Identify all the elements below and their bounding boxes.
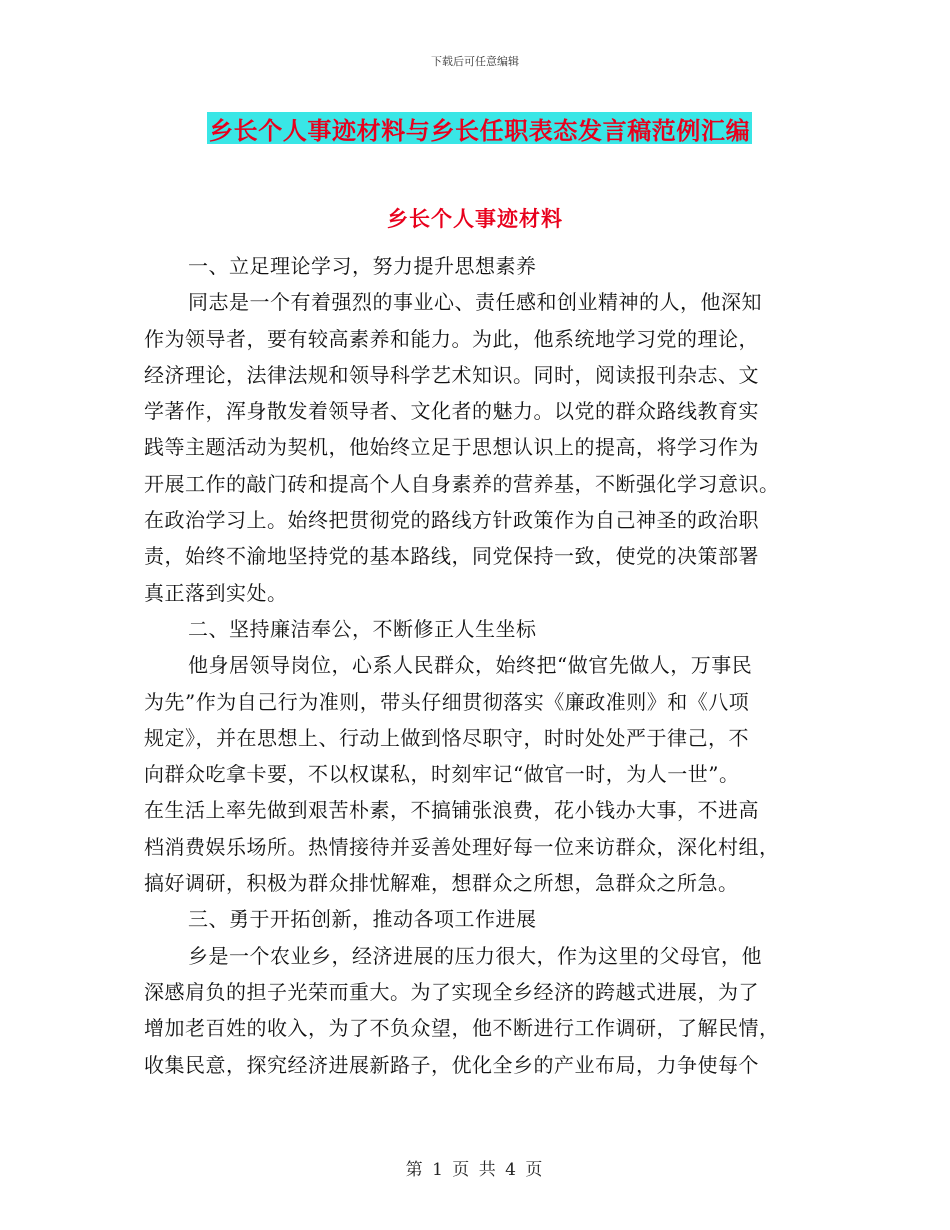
text-line: 作为领导者，要有较高素养和能力。为此，他系统地学习党的理论， [144,326,759,351]
text-line: 乡是一个农业乡，经济进展的压力很大，作为这里的父母官，他 [188,943,762,968]
text-line: 同志是一个有着强烈的事业心、责任感和创业精神的人，他深知 [188,290,762,315]
text-line: 深感肩负的担子光荣而重大。为了实现全乡经济的跨越式进展，为了 [144,979,759,1004]
text-line: 经济理论，法律法规和领导科学艺术知识。同时，阅读报刊杂志、文 [144,362,759,387]
text-line: 责，始终不渝地坚持党的基本路线，同党保持一致，使党的决策部署 [144,544,759,569]
text-line: 学著作，浑身散发着领导者、文化者的魅力。以党的群众路线教育实 [144,399,759,424]
text-line: 规定》，并在思想上、行动上做到恪尽职守，时时处处严于律己，不 [144,725,749,750]
text-line: 他身居领导岗位，心系人民群众，始终把“做官先做人，万事民 [188,653,753,678]
text-line: 搞好调研，积极为群众排忧解难，想群众之所想，急群众之所急。 [144,871,739,896]
header-note: 下载后可任意编辑 [431,55,519,68]
text-line: 开展工作的敲门砖和提高个人自身素养的营养基，不断强化学习意识。 [144,471,780,496]
main-title-highlight [207,112,752,144]
text-line: 三、勇于开拓创新，推动各项工作进展 [188,907,537,932]
text-line: 增加老百姓的收入，为了不负众望，他不断进行工作调研，了解民情， [144,1016,780,1041]
text-line: 在生活上率先做到艰苦朴素，不搞铺张浪费，花小钱办大事，不进高 [144,798,759,823]
text-line: 在政治学习上。始终把贯彻党的路线方针政策作为自己神圣的政治职 [144,508,759,533]
section-title: 乡长个人事迹材料 [387,207,563,231]
text-line: 收集民意，探究经济进展新路子，优化全乡的产业布局，力争使每个 [144,1052,759,1077]
text-line: 真正落到实处。 [144,580,288,605]
text-line: 二、坚持廉洁奉公，不断修正人生坐标 [188,616,537,641]
text-line: 为先”作为自己行为准则，带头仔细贯彻落实《廉政准则》和《八项 [144,689,750,714]
text-line: 档消费娱乐场所。热情接待并妥善处理好每一位来访群众，深化村组， [144,834,780,859]
text-line: 一、立足理论学习，努力提升思想素养 [188,254,537,278]
text-line: 向群众吃拿卡要，不以权谋私，时刻牢记“做官一时，为人一世”。 [144,762,740,787]
body-text [144,248,804,1083]
page-footer: 第 1 页 共 4 页 [405,1160,545,1180]
text-line: 践等主题活动为契机，他始终立足于思想认识上的提高，将学习作为 [144,435,759,460]
document-title: 乡长个人事迹材料与乡长任职表态发言稿范例汇编 [209,116,751,145]
